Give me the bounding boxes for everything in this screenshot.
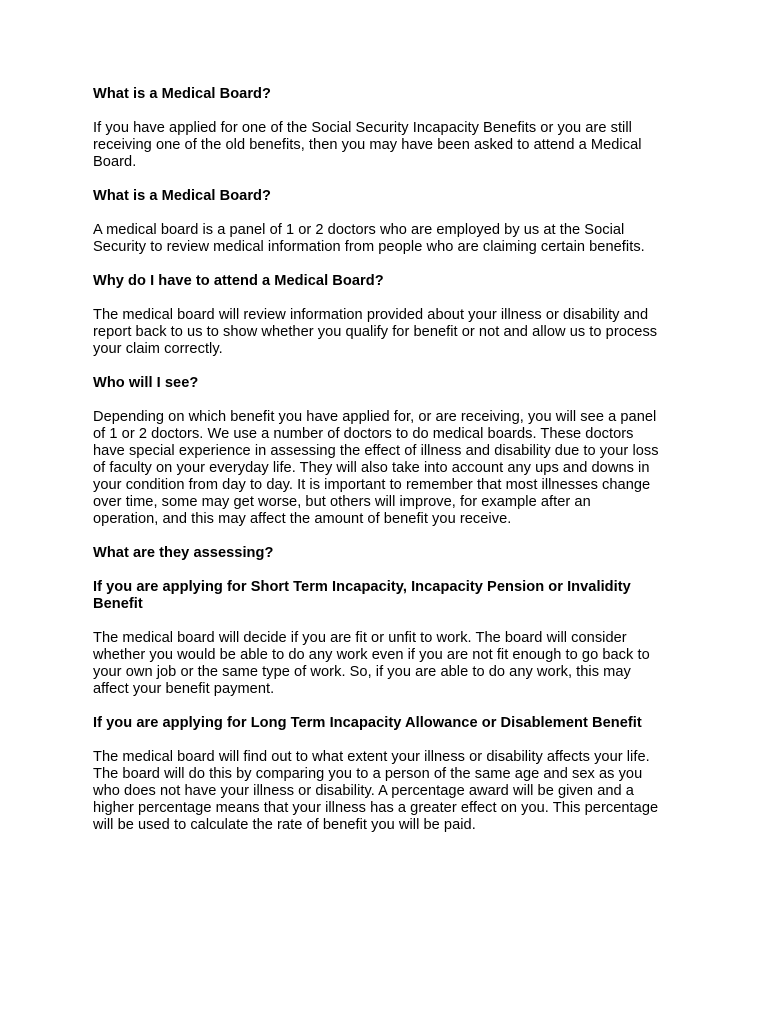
spacer — [93, 613, 659, 630]
spacer — [93, 256, 659, 273]
section-heading-long-term: If you are applying for Long Term Incapacity Allowance or Disablement Benefit — [93, 715, 642, 731]
spacer — [93, 358, 659, 375]
spacer — [93, 290, 659, 307]
spacer — [93, 562, 659, 579]
section-heading-assessing: What are they assessing? — [93, 545, 274, 561]
spacer — [93, 698, 659, 715]
intro-paragraph: If you have applied for one of the Social Security Incapacity Benefits or you are still receiving one of the old benefits, then you may have been asked to attend a Medical Board. — [93, 120, 642, 170]
section-heading-why-attend: Why do I have to attend a Medical Board? — [93, 273, 384, 289]
spacer — [93, 528, 659, 545]
section-body-what-is: A medical board is a panel of 1 or 2 doctors who are employed by us at the Social Security to review medical information from people who are claiming certain benefits. — [93, 222, 645, 255]
section-body-short-term: The medical board will decide if you are fit or unfit to work. The board will consider whether you would be able to do any work even if you are not fit enough to go back to your own job or the same type of work. So, if you are able to do any work, this may affect your benefit payment. — [93, 630, 650, 697]
spacer — [93, 732, 659, 749]
section-heading-short-term: If you are applying for Short Term Incapacity, Incapacity Pension or Invalidity Benefit — [93, 579, 631, 612]
document-page — [93, 86, 659, 834]
section-body-who-see: Depending on which benefit you have applied for, or are receiving, you will see a panel of 1 or 2 doctors. We use a number of doctors to do medical boards. These doctors have special experience in assessing the effect of illness and disability due to your loss of faculty on your everyday life. They will also take into account any ups and downs in your condition from day to day. It is important to remember that most illnesses change over time, some may get worse, but others will improve, for example after an operation, and this may affect the amount of benefit you receive. — [93, 409, 659, 527]
section-body-long-term: The medical board will find out to what extent your illness or disability affects your life. The board will do this by comparing you to a person of the same age and sex as you who does not have your illness or disability. A percentage award will be given and a higher percentage means that your illness has a greater effect on you. This percentage will be used to calculate the rate of benefit you will be paid. — [93, 749, 659, 833]
spacer — [93, 392, 659, 409]
spacer — [93, 205, 659, 222]
section-heading-what-is: What is a Medical Board? — [93, 188, 271, 204]
document-title: What is a Medical Board? — [93, 86, 271, 102]
section-body-why-attend: The medical board will review information provided about your illness or disability and report back to us to show whether you qualify for benefit or not and allow us to process your claim correctly. — [93, 307, 658, 357]
section-heading-who-see: Who will I see? — [93, 375, 199, 391]
spacer — [93, 171, 659, 188]
spacer — [93, 103, 659, 120]
